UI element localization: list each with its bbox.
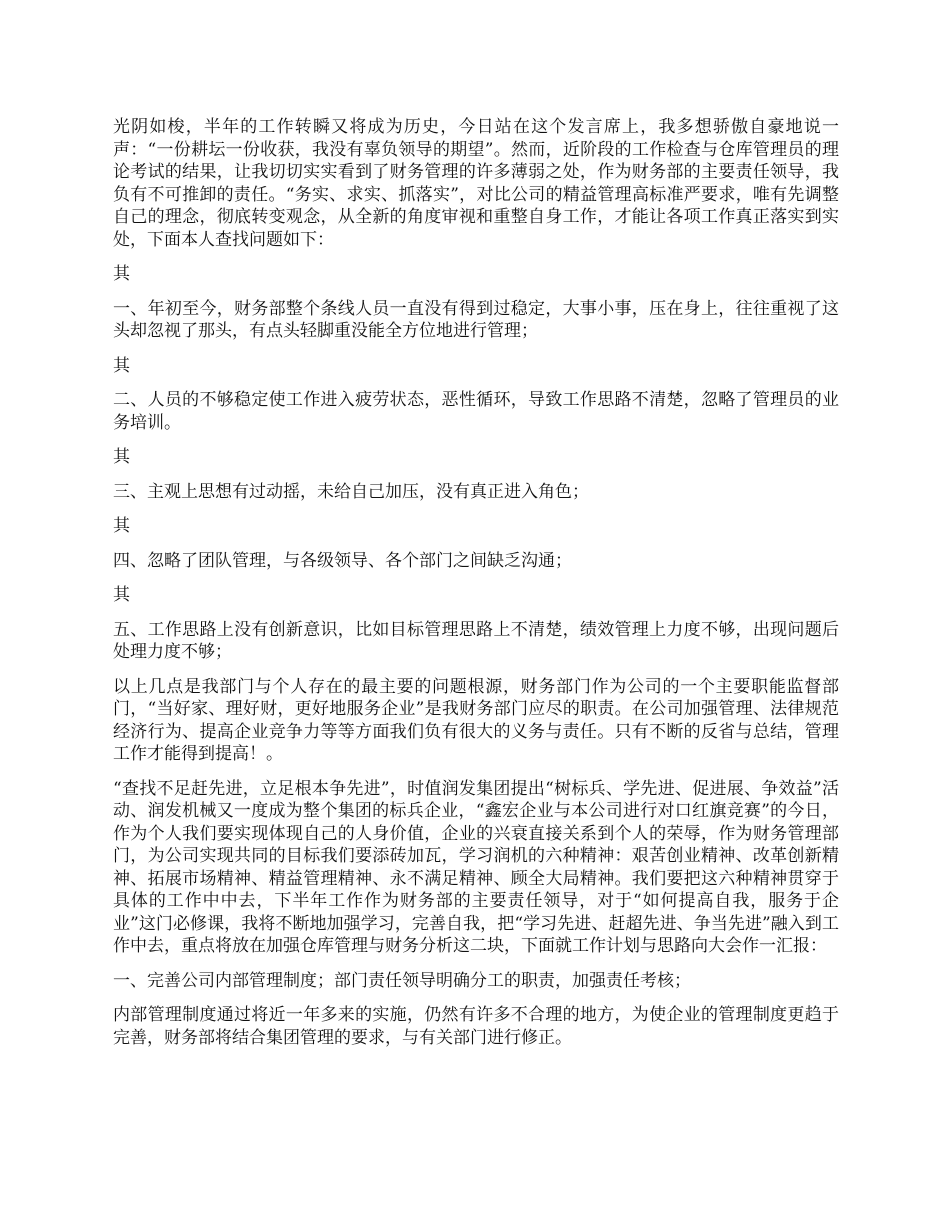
issue-paragraph-3: 三、主观上思想有过动摇，未给自己加压，没有真正进入角色； bbox=[113, 481, 589, 502]
issue-paragraph-2: 二、人员的不够稳定使工作进入疲劳状态，恶性循环，导致工作思路不清楚，忽略了管理员的业务培训。 bbox=[113, 390, 839, 433]
document-page bbox=[113, 116, 839, 1061]
intro-paragraph: 光阴如梭，半年的工作转瞬又将成为历史，今日站在这个发言席上，我多想骄傲自豪地说一声：“一份耕坛一份收获，我没有辜负领导的期望”。然而，近阶段的工作检查与仓库管理员的理论考试的结果，让我切切实实看到了财务管理的许多薄弱之处，作为财务部的主要责任领导，我负有不可推卸的责任。“务实、求实、抓落实”，对比公司的精益管理高标准严要求，唯有先调整自己的理念，彻底转变观念，从全新的角度审视和重整自身工作，才能让各项工作真正落实到实处，下面本人查找问题如下： bbox=[113, 117, 839, 250]
section-marker: 其 bbox=[113, 585, 130, 605]
issue-paragraph-1: 一、年初至今，财务部整个条线人员一直没有得到过稳定，大事小事，压在身上，往往重视了这头却忽视了那头，有点头轻脚重没能全方位地进行管理； bbox=[113, 298, 839, 341]
issue-paragraph-5: 五、工作思路上没有创新意识，比如目标管理思路上不清楚，绩效管理上力度不够，出现问题后处理力度不够； bbox=[113, 619, 839, 662]
section-marker: 其 bbox=[113, 264, 130, 284]
issue-paragraph-4: 四、忽略了团队管理，与各级领导、各个部门之间缺乏沟通； bbox=[113, 550, 572, 571]
section-marker: 其 bbox=[113, 516, 130, 536]
plan-item-1-detail: 内部管理制度通过将近一年多来的实施，仍然有许多不合理的地方，为使企业的管理制度更趋于完善，财务部将结合集团管理的要求，与有关部门进行修正。 bbox=[113, 1005, 839, 1048]
section-marker: 其 bbox=[113, 355, 130, 376]
plan-item-1: 一、完善公司内部管理制度；部门责任领导明确分工的职责，加强责任考核； bbox=[113, 970, 691, 991]
plan-intro-paragraph: “查找不足赶先进，立足根本争先进”，时值润发集团提出“树标兵、学先进、促进展、争效益”活动、润发机械又一度成为整个集团的标兵企业，“鑫宏企业与本公司进行对口红旗竞赛”的今日，作为个人我们要实现体现自己的人身价值，企业的兴衰直接关系到个人的荣辱，作为财务管理部门，为公司实现共同的目标我们要添砖加瓦，学习润机的六种精神：艰苦创业精神、改革创新精神、拓展市场精神、精益管理精神、永不满足精神、顾全大局精神。我们要把这六种精神贯穿于具体的工作中中去，下半年工作作为财务部的主要责任领导，对于“如何提高自我，服务于企业”这门必修课，我将不断地加强学习，完善自我，把“学习先进、赶超先进、争当先进”融入到工作中去，重点将放在加强仓库管理与财务分析这二块，下面就工作计划与思路向大会作一汇报： bbox=[113, 778, 839, 956]
section-marker: 其 bbox=[113, 447, 130, 467]
summary-paragraph: 以上几点是我部门与个人存在的最主要的问题根源，财务部门作为公司的一个主要职能监督部门，“当好家、理好财，更好地服务企业”是我财务部门应尽的职责。在公司加强管理、法律规范经济行为、提高企业竞争力等等方面我们负有很大的义务与责任。只有不断的反省与总结，管理工作才能得到提高！。 bbox=[113, 676, 839, 764]
